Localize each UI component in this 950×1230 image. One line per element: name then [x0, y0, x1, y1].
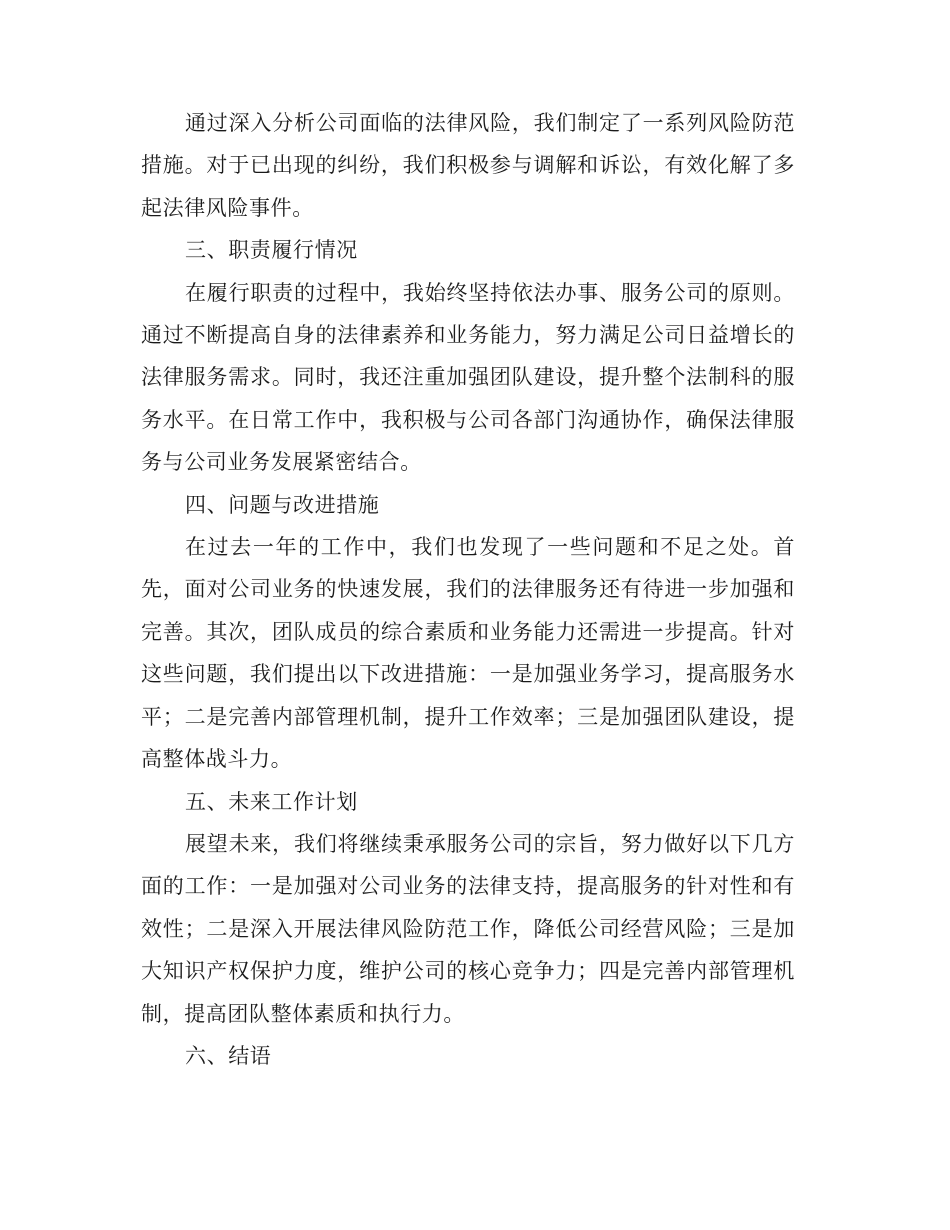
- document-body: [141, 102, 795, 1077]
- paragraph-risk-measures: 通过深入分析公司面临的法律风险，我们制定了一系列风险防范措施。对于已出现的纠纷，我们积极参与调解和诉讼，有效化解了多起法律风险事件。: [141, 111, 795, 220]
- paragraph-problems: 在过去一年的工作中，我们也发现了一些问题和不足之处。首先，面对公司业务的快速发展，我们的法律服务还有待进一步加强和完善。其次，团队成员的综合素质和业务能力还需进一步提高。针对这些问题，我们提出以下改进措施：一是加强业务学习，提高服务水平；二是完善内部管理机制，提升工作效率；三是加强团队建设，提高整体战斗力。: [141, 535, 795, 772]
- section-heading-duties: 三、职责履行情况: [185, 238, 358, 263]
- paragraph-duties: 在履行职责的过程中，我始终坚持依法办事、服务公司的原则。通过不断提高自身的法律素养和业务能力，努力满足公司日益增长的法律服务需求。同时，我还注重加强团队建设，提升整个法制科的服务水平。在日常工作中，我积极与公司各部门沟通协作，确保法律服务与公司业务发展紧密结合。: [141, 280, 795, 475]
- paragraph-future-plan: 展望未来，我们将继续秉承服务公司的宗旨，努力做好以下几方面的工作：一是加强对公司业务的法律支持，提高服务的针对性和有效性；二是深入开展法律风险防范工作，降低公司经营风险；三是加大知识产权保护力度，维护公司的核心竞争力；四是完善内部管理机制，提高团队整体素质和执行力。: [141, 831, 795, 1026]
- section-heading-conclusion: 六、结语: [185, 1043, 272, 1068]
- section-heading-problems: 四、问题与改进措施: [185, 492, 380, 517]
- section-heading-future-plan: 五、未来工作计划: [185, 789, 358, 814]
